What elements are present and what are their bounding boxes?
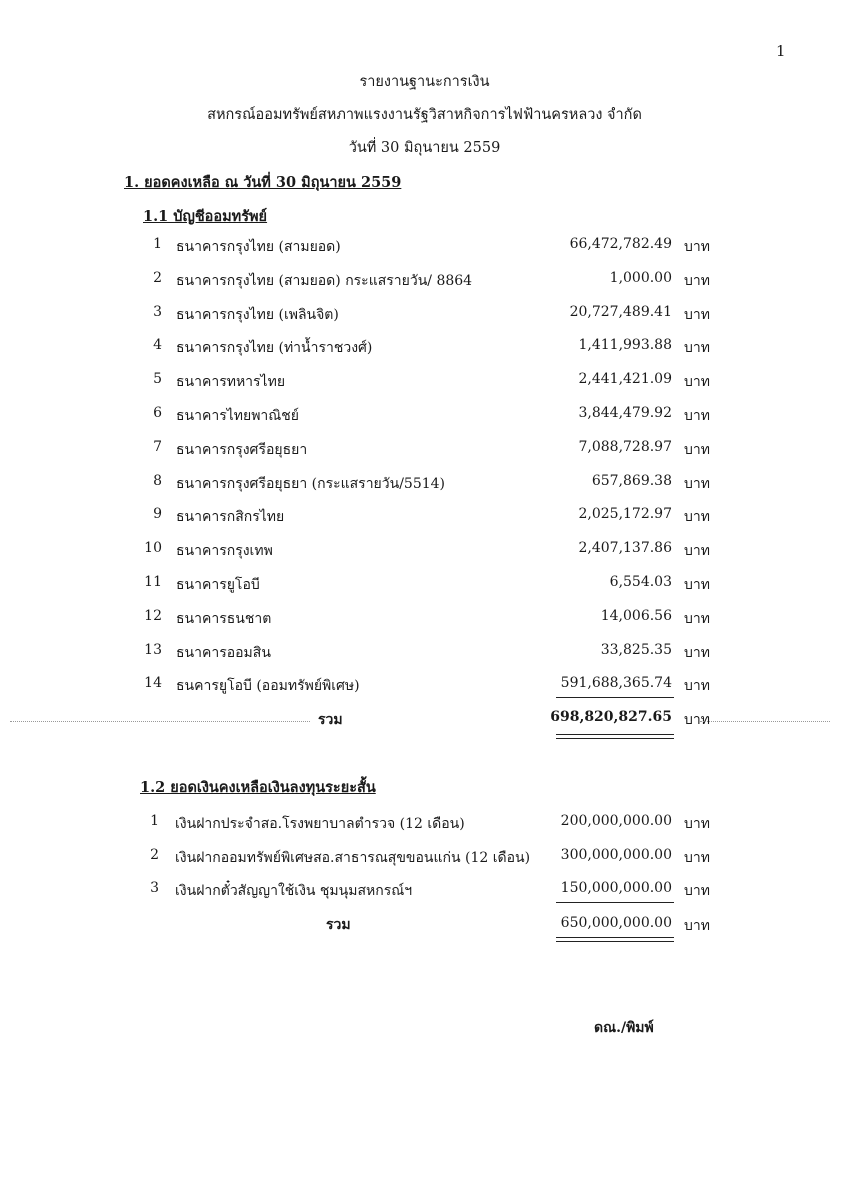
row-number: 14 xyxy=(144,675,162,692)
short-term-investments-heading: 1.2 ยอดเงินคงเหลือเงินลงทุนระยะสั้น xyxy=(140,779,376,796)
page-number: 1 xyxy=(776,42,786,60)
row-unit: บาท xyxy=(684,340,710,357)
row-amount: 1,000.00 xyxy=(609,269,672,286)
row-account-name: ธนาคารไทยพาณิชย์ xyxy=(176,408,299,424)
dotted-leader xyxy=(10,721,310,722)
row-unit: บาท xyxy=(684,816,710,832)
row-amount: 150,000,000.00 xyxy=(560,880,672,896)
investments-total-unit: บาท xyxy=(684,918,710,934)
row-amount: 200,000,000.00 xyxy=(560,813,672,829)
organization-name: สหกรณ์ออมทรัพย์สหภาพแรงงานรัฐวิสาหกิจการไฟฟ้านครหลวง จำกัด xyxy=(207,107,642,123)
row-number: 5 xyxy=(153,371,162,388)
row-account-name: ธนาคารกรุงเทพ xyxy=(176,543,273,560)
row-number: 2 xyxy=(153,269,162,286)
row-amount: 2,407,137.86 xyxy=(578,540,672,557)
row-number: 3 xyxy=(150,880,159,896)
row-number: 1 xyxy=(153,236,162,252)
row-number: 2 xyxy=(150,846,159,863)
row-number: 4 xyxy=(153,337,162,354)
row-unit: บาท xyxy=(684,374,710,391)
row-account-name: ธนาคารยูโอบี xyxy=(176,577,260,593)
investments-total-label: รวม xyxy=(326,917,351,933)
row-account-name: เงินฝากประจำสอ.โรงพยาบาลตำรวจ (12 เดือน) xyxy=(175,816,465,832)
row-unit: บาท xyxy=(684,408,710,424)
row-account-name: ธนาคารกรุงศรีอยุธยา xyxy=(176,441,308,458)
row-number: 6 xyxy=(153,405,162,421)
row-amount: 66,472,782.49 xyxy=(569,236,672,252)
investments-total-amount: 650,000,000.00 xyxy=(560,915,672,931)
report-title: รายงานฐานะการเงิน xyxy=(359,74,490,90)
row-account-name: ธนาคารกรุงไทย (เพลินจิต) xyxy=(176,306,339,323)
row-account-name: ธนาคารทหารไทย xyxy=(176,374,286,391)
row-number: 8 xyxy=(153,472,162,489)
row-unit: บาท xyxy=(684,849,710,866)
row-amount: 657,869.38 xyxy=(591,472,672,489)
row-unit: บาท xyxy=(684,306,710,323)
row-amount: 14,006.56 xyxy=(600,607,672,624)
row-number: 1 xyxy=(150,813,159,829)
row-unit: บาท xyxy=(684,678,710,695)
row-number: 12 xyxy=(144,607,162,624)
row-account-name: ธนาคารกรุงศรีอยุธยา (กระแสรายวัน/5514) xyxy=(176,475,446,492)
row-amount: 2,441,421.09 xyxy=(578,371,672,388)
footer-initials: ดณ./พิมพ์ xyxy=(594,1020,654,1036)
row-account-name: ธนาคารออมสิน xyxy=(176,644,271,661)
row-account-name: ธนาคารกสิกรไทย xyxy=(176,509,285,526)
subtotal-rule xyxy=(556,902,674,903)
savings-accounts-heading: 1.1 บัญชีออมทรัพย์ xyxy=(143,208,268,225)
row-amount: 2,025,172.97 xyxy=(578,506,672,523)
row-unit: บาท xyxy=(684,509,710,526)
report-date: วันที่ 30 มิถุนายน 2559 xyxy=(348,140,501,156)
investments-total-double-rule-top xyxy=(556,937,674,938)
section-1-heading: 1. ยอดคงเหลือ ณ วันที่ 30 มิถุนายน 2559 xyxy=(124,174,402,191)
row-number: 10 xyxy=(144,540,162,557)
row-amount: 1,411,993.88 xyxy=(578,337,672,354)
row-account-name: ธนาคารกรุงไทย (ท่าน้ำราชวงศ์) xyxy=(176,340,373,357)
row-amount: 300,000,000.00 xyxy=(560,846,672,863)
row-unit: บาท xyxy=(684,610,710,627)
row-account-name: ธนาคารธนชาต xyxy=(176,610,272,627)
row-number: 11 xyxy=(144,574,162,590)
row-amount: 6,554.03 xyxy=(609,574,672,590)
row-unit: บาท xyxy=(684,441,710,458)
row-number: 13 xyxy=(144,641,162,658)
row-amount: 7,088,728.97 xyxy=(578,438,672,455)
row-number: 7 xyxy=(153,438,162,455)
row-account-name: ธนคารยูโอบี (ออมทรัพย์พิเศษ) xyxy=(176,678,360,695)
row-account-name: ธนาคารกรุงไทย (สามยอด) กระแสรายวัน/ 8864 xyxy=(176,272,473,289)
row-unit: บาท xyxy=(684,239,710,255)
investments-total-double-rule-bottom xyxy=(556,941,674,942)
row-number: 3 xyxy=(153,303,162,320)
row-amount: 20,727,489.41 xyxy=(569,303,672,320)
savings-total-label: รวม xyxy=(318,712,343,728)
row-unit: บาท xyxy=(684,883,710,899)
row-unit: บาท xyxy=(684,577,710,593)
row-amount: 33,825.35 xyxy=(600,641,672,658)
row-account-name: เงินฝากตั๋วสัญญาใช้เงิน ชุมนุมสหกรณ์ฯ xyxy=(175,883,413,899)
savings-total-double-rule-bottom xyxy=(556,738,674,739)
row-unit: บาท xyxy=(684,543,710,560)
row-unit: บาท xyxy=(684,475,710,492)
savings-total-double-rule-top xyxy=(556,734,674,735)
dotted-leader-right xyxy=(700,721,830,722)
row-account-name: เงินฝากออมทรัพย์พิเศษสอ.สาธารณสุขขอนแก่น (12 เดือน) xyxy=(175,849,531,866)
row-amount: 3,844,479.92 xyxy=(578,405,672,421)
subtotal-rule xyxy=(556,697,674,698)
row-unit: บาท xyxy=(684,272,710,289)
row-number: 9 xyxy=(153,506,162,523)
row-account-name: ธนาคารกรุงไทย (สามยอด) xyxy=(176,239,341,255)
row-amount: 591,688,365.74 xyxy=(560,675,672,692)
savings-total-amount: 698,820,827.65 xyxy=(550,709,672,725)
row-unit: บาท xyxy=(684,644,710,661)
savings-total-unit: บาท xyxy=(684,712,710,728)
